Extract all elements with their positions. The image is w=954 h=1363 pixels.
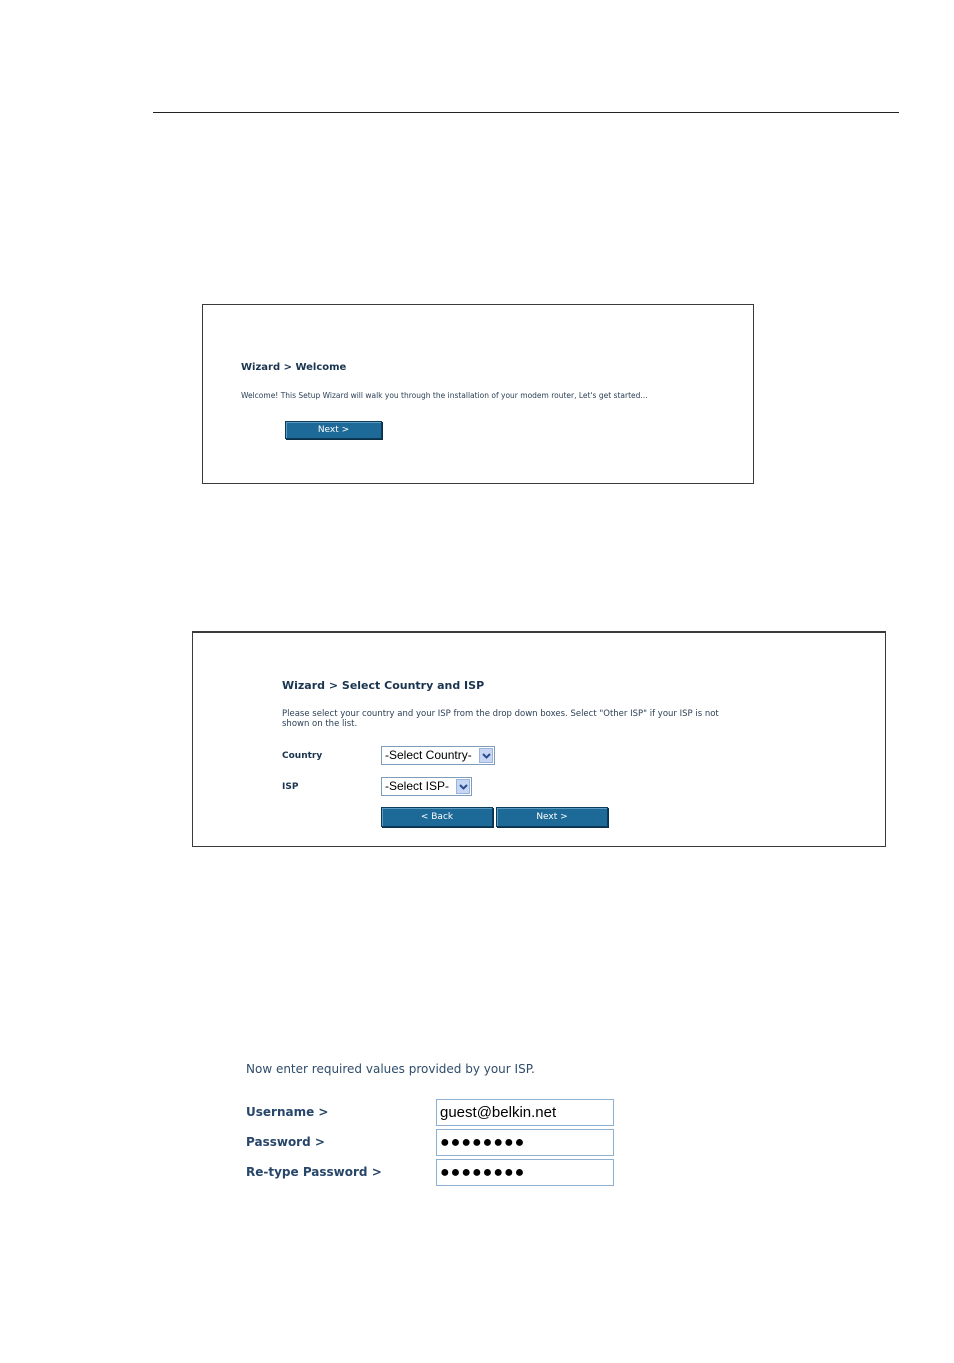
country-select-value: -Select Country- [385, 748, 472, 762]
welcome-message: Welcome! This Setup Wizard will walk you through the installation of your modem router, Let's get started... [241, 391, 648, 400]
instructions-line-1: Please select your country and your ISP from the drop down boxes. Select "Other ISP" if your ISP is not [282, 709, 719, 719]
instructions-line-2: shown on the list. [282, 719, 358, 729]
back-button[interactable]: < Back [381, 807, 493, 827]
isp-values-prompt: Now enter required values provided by your ISP. [246, 1062, 535, 1076]
password-input[interactable] [436, 1129, 614, 1156]
retype-password-label: Re-type Password > [246, 1165, 382, 1179]
country-select[interactable] [381, 746, 495, 765]
retype-password-input[interactable] [436, 1159, 614, 1186]
country-isp-title: Wizard > Select Country and ISP [282, 679, 485, 692]
country-isp-instructions [282, 709, 719, 729]
isp-select-value: -Select ISP- [385, 779, 450, 793]
isp-label: ISP [282, 782, 299, 792]
header-rule [153, 112, 899, 113]
isp-select[interactable] [381, 777, 472, 796]
welcome-next-button[interactable]: Next > [285, 421, 382, 439]
chevron-down-icon[interactable] [479, 748, 493, 763]
username-input[interactable] [436, 1099, 614, 1126]
country-label: Country [282, 751, 323, 761]
chevron-down-icon[interactable] [456, 779, 470, 794]
password-label: Password > [246, 1135, 325, 1149]
country-isp-next-button[interactable]: Next > [496, 807, 608, 827]
username-label: Username > [246, 1105, 329, 1119]
welcome-title: Wizard > Welcome [241, 362, 347, 373]
welcome-panel [202, 304, 754, 484]
country-isp-panel [192, 631, 886, 847]
